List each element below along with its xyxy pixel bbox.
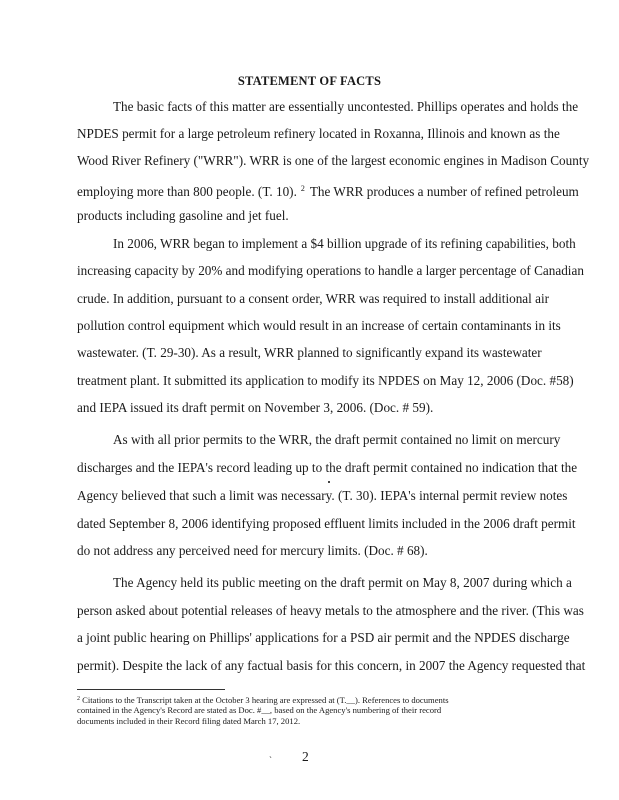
body-line-text: The WRR produces a number of refined petroleum	[309, 184, 579, 199]
body-line: dated September 8, 2006 identifying proposed effluent limits included in the 2006 draft permit	[77, 516, 576, 531]
footnote-reference: 2	[300, 184, 305, 193]
body-line: Wood River Refinery ("WRR"). WRR is one of the largest economic engines in Madison County	[77, 153, 590, 168]
body-line: crude. In addition, pursuant to a consent order, WRR was required to install additional air	[77, 291, 550, 306]
body-line: Agency believed that such a limit was necessary. (T. 30). IEPA's internal permit review notes	[77, 488, 568, 503]
body-line: and IEPA issued its draft permit on November 3, 2006. (Doc. # 59).	[77, 400, 434, 415]
body-line: products including gasoline and jet fuel.	[77, 208, 289, 223]
body-line-with-footnote	[77, 181, 579, 200]
body-line: The Agency held its public meeting on the draft permit on May 8, 2007 during which a	[113, 575, 572, 590]
stray-dot	[328, 481, 330, 483]
body-line: increasing capacity by 20% and modifying operations to handle a larger percentage of Canadian	[77, 263, 584, 278]
body-line-text: employing more than 800 people. (T. 10).	[77, 184, 297, 199]
footnote-line: contained in the Agency's Record are stated as Doc. #__, based on the Agency's numbering of their record	[77, 705, 442, 715]
body-line: pollution control equipment which would result in an increase of certain contaminants in its	[77, 318, 561, 333]
section-heading: STATEMENT OF FACTS	[237, 74, 382, 88]
footnote-mark: 2	[77, 696, 80, 702]
body-line: do not address any perceived need for mercury limits. (Doc. # 68).	[77, 543, 428, 558]
body-line: person asked about potential releases of heavy metals to the atmosphere and the river. (This was	[77, 603, 584, 618]
page-number: 2	[302, 749, 309, 764]
body-line: As with all prior permits to the WRR, the draft permit contained no limit on mercury	[113, 432, 561, 447]
footnote-line: documents included in their Record filing dated March 17, 2012.	[77, 716, 301, 726]
stray-mark: `	[269, 755, 272, 765]
footnote-divider	[77, 689, 225, 690]
footnote-text: Citations to the Transcript taken at the October 3 hearing are expressed at (T.__). References to documents	[82, 695, 449, 705]
body-line: treatment plant. It submitted its application to modify its NPDES on May 12, 2006 (Doc. #58)	[77, 373, 574, 388]
body-line: discharges and the IEPA's record leading up to the draft permit contained no indication that the	[77, 460, 578, 475]
body-line: The basic facts of this matter are essentially uncontested. Phillips operates and holds the	[113, 99, 579, 114]
body-line: permit). Despite the lack of any factual basis for this concern, in 2007 the Agency requested that	[77, 658, 586, 673]
body-line: NPDES permit for a large petroleum refinery located in Roxanna, Illinois and known as the	[77, 126, 560, 141]
body-line: a joint public hearing on Phillips' applications for a PSD air permit and the NPDES discharge	[77, 630, 570, 645]
body-line: wastewater. (T. 29-30). As a result, WRR planned to significantly expand its wastewater	[77, 345, 542, 360]
body-line: In 2006, WRR began to implement a $4 billion upgrade of its refining capabilities, both	[113, 236, 576, 251]
footnote-line	[77, 694, 449, 705]
